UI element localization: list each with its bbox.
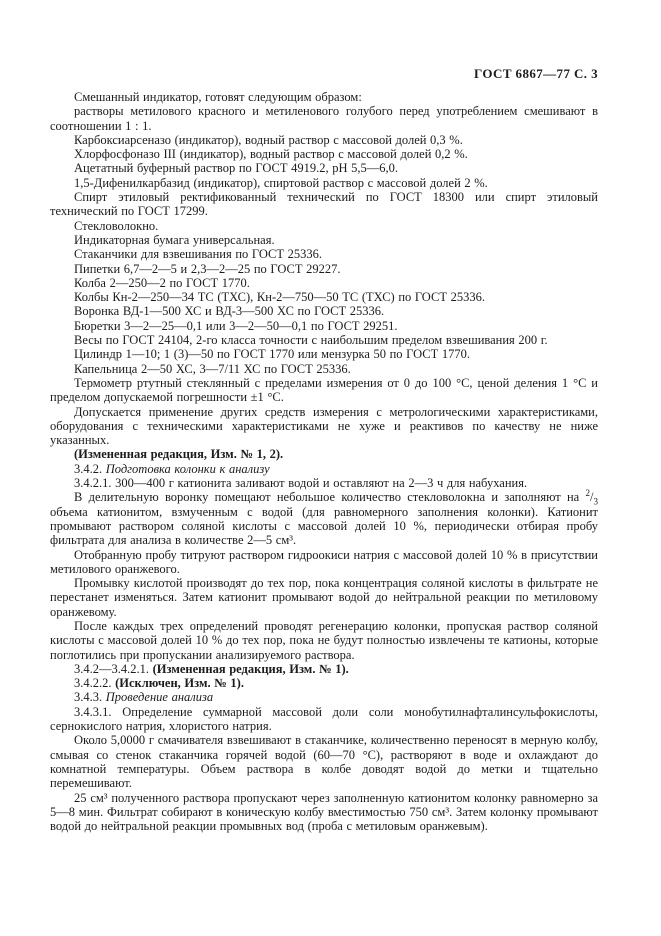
text-run: Бюретки 3—2—25—0,1 или 3—2—50—0,1 по ГОСТ 29251. bbox=[74, 318, 398, 333]
text-run: 2 bbox=[585, 488, 591, 499]
para-3-4-3-1 bbox=[50, 704, 602, 734]
para-amended-3-4-2 bbox=[50, 662, 598, 676]
para-titration bbox=[50, 547, 602, 577]
para-other-instruments bbox=[50, 404, 602, 448]
para-chlorphosphonazo bbox=[50, 147, 598, 161]
text-run: 3.4.2.1. 300—400 г катионита заливают водой и оставляют на 2—3 ч для набухания. bbox=[74, 476, 528, 491]
text-run: Смешанный индикатор, готовят следующим образом: bbox=[74, 90, 362, 104]
para-acid-washing bbox=[50, 576, 602, 619]
text-run: Колбы Кн-2—250—34 ТС (ТХС), Кн-2—750—50 ТС (ТХС) по ГОСТ 25336. bbox=[74, 290, 485, 305]
text-run: 3.4.3. bbox=[74, 690, 106, 705]
text-run: Проведение анализа bbox=[105, 690, 214, 705]
text-run: Весы по ГОСТ 24104, 2-го класса точности с наибольшим пределом взвешивания 200 г. bbox=[74, 333, 548, 348]
text-run: 1,5-Дифенилкарбазид (индикатор), спиртовой раствор с массовой долей 2 %. bbox=[74, 175, 488, 190]
text-run: Пипетки 6,7—2—5 и 2,3—2—25 по ГОСТ 29227. bbox=[74, 261, 341, 276]
para-acetate-buffer bbox=[50, 161, 598, 175]
text-run: Подготовка колонки к анализу bbox=[105, 461, 270, 476]
text-run: растворы метилового красного и метиленового голубого перед употреблением смешивают в соотношении 1 : 1. bbox=[50, 104, 602, 133]
para-flasks-kn bbox=[50, 290, 598, 304]
para-ethanol bbox=[50, 190, 602, 219]
text-run: Стаканчики для взвешивания по ГОСТ 25336. bbox=[74, 247, 322, 262]
para-excluded-3-4-2-2 bbox=[50, 676, 598, 690]
document-body bbox=[50, 90, 602, 834]
para-carboxyarsenazo bbox=[50, 133, 598, 147]
page-header bbox=[50, 66, 598, 82]
para-amended-edition-1-2 bbox=[50, 447, 598, 461]
text-run: 3.4.2.2. bbox=[74, 676, 116, 691]
para-weighing-cups bbox=[50, 247, 598, 261]
text-run: В делительную воронку помещают небольшое количество стекловолокна и заполняют на bbox=[74, 490, 586, 505]
para-regeneration bbox=[50, 618, 602, 662]
para-3-4-2-1 bbox=[50, 476, 598, 490]
text-run: Отобранную пробу титруют раствором гидроокиси натрия с массовой долей 10 % в присутствии метилового оранжевого. bbox=[50, 547, 602, 576]
para-thermometer bbox=[50, 375, 602, 405]
para-funnel bbox=[50, 304, 598, 318]
para-mixed-indicator bbox=[50, 90, 598, 104]
para-pipettes bbox=[50, 262, 598, 276]
text-run: Термометр ртутный стеклянный с пределами измерения от 0 до 100 °С, ценой деления 1 °С и пределом допускаемой погрешности ±1 °С. bbox=[50, 375, 602, 405]
para-funnel-filling bbox=[50, 488, 602, 548]
para-glass-fiber bbox=[50, 219, 598, 233]
para-weighing-procedure bbox=[50, 733, 602, 791]
para-cylinder bbox=[50, 347, 598, 361]
para-indicator-paper bbox=[50, 233, 598, 247]
para-scales bbox=[50, 333, 598, 347]
text-run: / bbox=[590, 490, 594, 505]
text-run: Индикаторная бумага универсальная. bbox=[74, 232, 275, 247]
para-diphenylcarbazide bbox=[50, 176, 598, 190]
para-burettes bbox=[50, 319, 598, 333]
text-run: Допускается применение других средств измерения с метрологическими характеристиками, оборудования с техническими характеристиками не хуже и реактивов по качеству не ниже указанных. bbox=[50, 404, 602, 448]
text-run: 3.4.3.1. Определение суммарной массовой доли соли монобутилнафталинсульфокислоты, сернокислого натрия, хлористого натрия. bbox=[50, 704, 602, 734]
text-run: 3 bbox=[593, 496, 598, 507]
text-run: Хлорфосфоназо III (индикатор), водный раствор с массовой долей 0,2 %. bbox=[74, 147, 468, 162]
text-run: 3.4.2. bbox=[74, 461, 106, 476]
text-run: Колба 2—250—2 по ГОСТ 1770. bbox=[74, 275, 250, 290]
heading-3-4-3 bbox=[50, 690, 598, 704]
text-run: Спирт этиловый ректификованный технический по ГОСТ 18300 или спирт этиловый технический по ГОСТ 17299. bbox=[50, 190, 602, 219]
text-run: объема катионитом, взмученным с водой (для равномерного заполнения колонки). Катионит промывают раствором соляной кислоты с массовой долей 10 %, периодически отбирая пробу фильтрата для анализа в количестве 2—5 см³. bbox=[50, 490, 602, 548]
heading-3-4-2 bbox=[50, 462, 598, 476]
text-run: Цилиндр 1—10; 1 (3)—50 по ГОСТ 1770 или мензурка 50 по ГОСТ 1770. bbox=[74, 347, 471, 362]
para-flask bbox=[50, 276, 598, 290]
para-dropper bbox=[50, 362, 598, 376]
text-run: 3.4.2—3.4.2.1. bbox=[74, 661, 153, 676]
text-run: Капельница 2—50 ХС, 3—7/11 ХС по ГОСТ 25336. bbox=[74, 361, 351, 376]
text-run: (Исключен, Изм. № 1). bbox=[115, 676, 244, 691]
text-run: Воронка ВД-1—500 ХС и ВД-3—500 ХС по ГОСТ 25336. bbox=[74, 304, 385, 319]
text-run: После каждых трех определений проводят регенерацию колонки, пропуская раствор соляной кислоты с массовой долей 10 % до тех пор, пока не будут полностью извлечены те катионы, которые поглотились при пропускании анализируемого раствора. bbox=[50, 618, 602, 662]
para-solutions-ratio bbox=[50, 104, 602, 133]
para-column-pass bbox=[50, 790, 602, 834]
text-run: Около 5,0000 г смачивателя взвешивают в стаканчике, количественно переносят в мерную колбу, смывая со стенок стаканчика горячей водой (60—70 °С), растворяют в воде и охлаждают до комнатной температуры. Объем раствора в колбе доводят водой до метки и тщательно перемешивают. bbox=[50, 733, 602, 791]
text-run: (Измененная редакция, Изм. № 1). bbox=[152, 661, 349, 676]
text-run: Стекловолокно. bbox=[74, 218, 159, 233]
text-run: Карбоксиарсеназо (индикатор), водный раствор с массовой долей 0,3 %. bbox=[74, 132, 463, 147]
text-run: 25 см³ полученного раствора пропускают через заполненную катионитом колонку равномерно за 5—8 мин. Фильтрат собирают в коническую колбу вместимостью 750 см³. Затем колонку промывают водой до нейтральной реакции промывных вод (проба с метиловым оранжевым). bbox=[50, 790, 602, 834]
text-run: Промывку кислотой производят до тех пор, пока концентрация соляной кислоты в фильтрате не перестанет изменяться. Затем катионит промывают водой до нейтральной реакции по метиловому оранжевому. bbox=[50, 576, 602, 619]
standard-number-page-label: ГОСТ 6867—77 С. 3 bbox=[474, 66, 598, 81]
text-run: Ацетатный буферный раствор по ГОСТ 4919.2, рН 5,5—6,0. bbox=[74, 161, 399, 176]
text-run: (Измененная редакция, Изм. № 1, 2). bbox=[74, 447, 284, 462]
